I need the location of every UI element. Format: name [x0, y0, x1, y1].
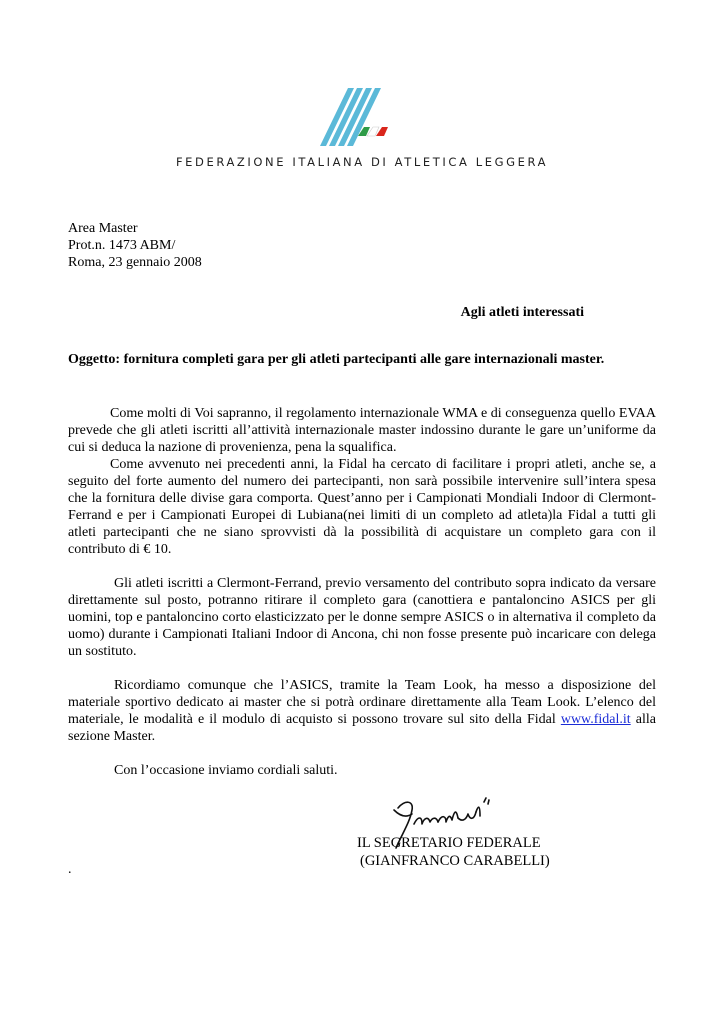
- place-date: Roma, 23 gennaio 2008: [68, 255, 202, 270]
- subject-line: Oggetto: fornitura completi gara per gli atleti partecipanti alle gare internazionali master.: [68, 352, 605, 367]
- paragraph-3: Gli atleti iscritti a Clermont-Ferrand, previo versamento del contributo sopra indicato da versare direttamente sul posto, potranno ritirare il completo gara (canottiera e pantaloncino ASICS per gli uomini, top e pantaloncino corto elasticizzato per le donne sempre ASICS o in alternativa il completo da uomo) durante i Campionati Italiani Indoor di Ancona, chi non fosse presente può incaricare con delega un sostituto.: [68, 576, 656, 659]
- letter-meta: [68, 220, 202, 271]
- closing-greeting: Con l’occasione inviamo cordiali saluti.: [114, 763, 338, 778]
- fidal-website-link[interactable]: www.fidal.it: [560, 712, 631, 727]
- paragraph-4-end: alla sezione Master.: [68, 712, 656, 744]
- protocol-number: Prot.n. 1473 ABM/: [68, 238, 176, 253]
- organization-name: FEDERAZIONE ITALIANA DI ATLETICA LEGGERA: [175, 155, 549, 169]
- paragraph-4: [68, 677, 656, 745]
- signatory-title: IL SEGRETARIO FEDERALE: [357, 835, 541, 851]
- signatory-name: (GIANFRANCO CARABELLI): [360, 853, 550, 869]
- paragraph-1: Come molti di Voi sapranno, il regolamento internazionale WMA e di conseguenza quello EVAA prevede che gli atleti iscritti all’attività internazionale master indossino durante le gare un’uniforme da cui si deduca la nazione di provenienza, pena la squalifica.: [68, 406, 656, 455]
- department: Area Master: [68, 221, 138, 236]
- paragraph-2: Come avvenuto nei precedenti anni, la Fidal ha cercato di facilitare i propri atleti, anche se, a seguito del forte aumento del numero dei partecipanti, non sarà possibile intervenire sull’intera spesa che la fornitura delle divise gara comporta. Quest’anno per i Campionati Mondiali Indoor di Clermont-Ferrand e per i Campionati Europei di Lubiana(nei limiti di un completo ad atleta)la Fidal a tutti gli atleti partecipanti che ne siano sprovvisti dà la possibilità di acquistare un completo gara con il contributo di € 10.: [68, 457, 656, 557]
- letter-body: [68, 405, 656, 779]
- fidal-logo-icon: [318, 86, 398, 148]
- paragraph-4-text: Ricordiamo comunque che l’ASICS, tramite la Team Look, ha messo a disposizione del materiale sportivo dedicato ai master che si potrà ordinare direttamente alla Team Look. L’elenco del materiale, le modalità e il modulo di acquisto si possono trovare sul sito della Fidal: [68, 678, 656, 727]
- recipient: Agli atleti interessati: [460, 305, 584, 320]
- footer-mark: .: [68, 862, 72, 877]
